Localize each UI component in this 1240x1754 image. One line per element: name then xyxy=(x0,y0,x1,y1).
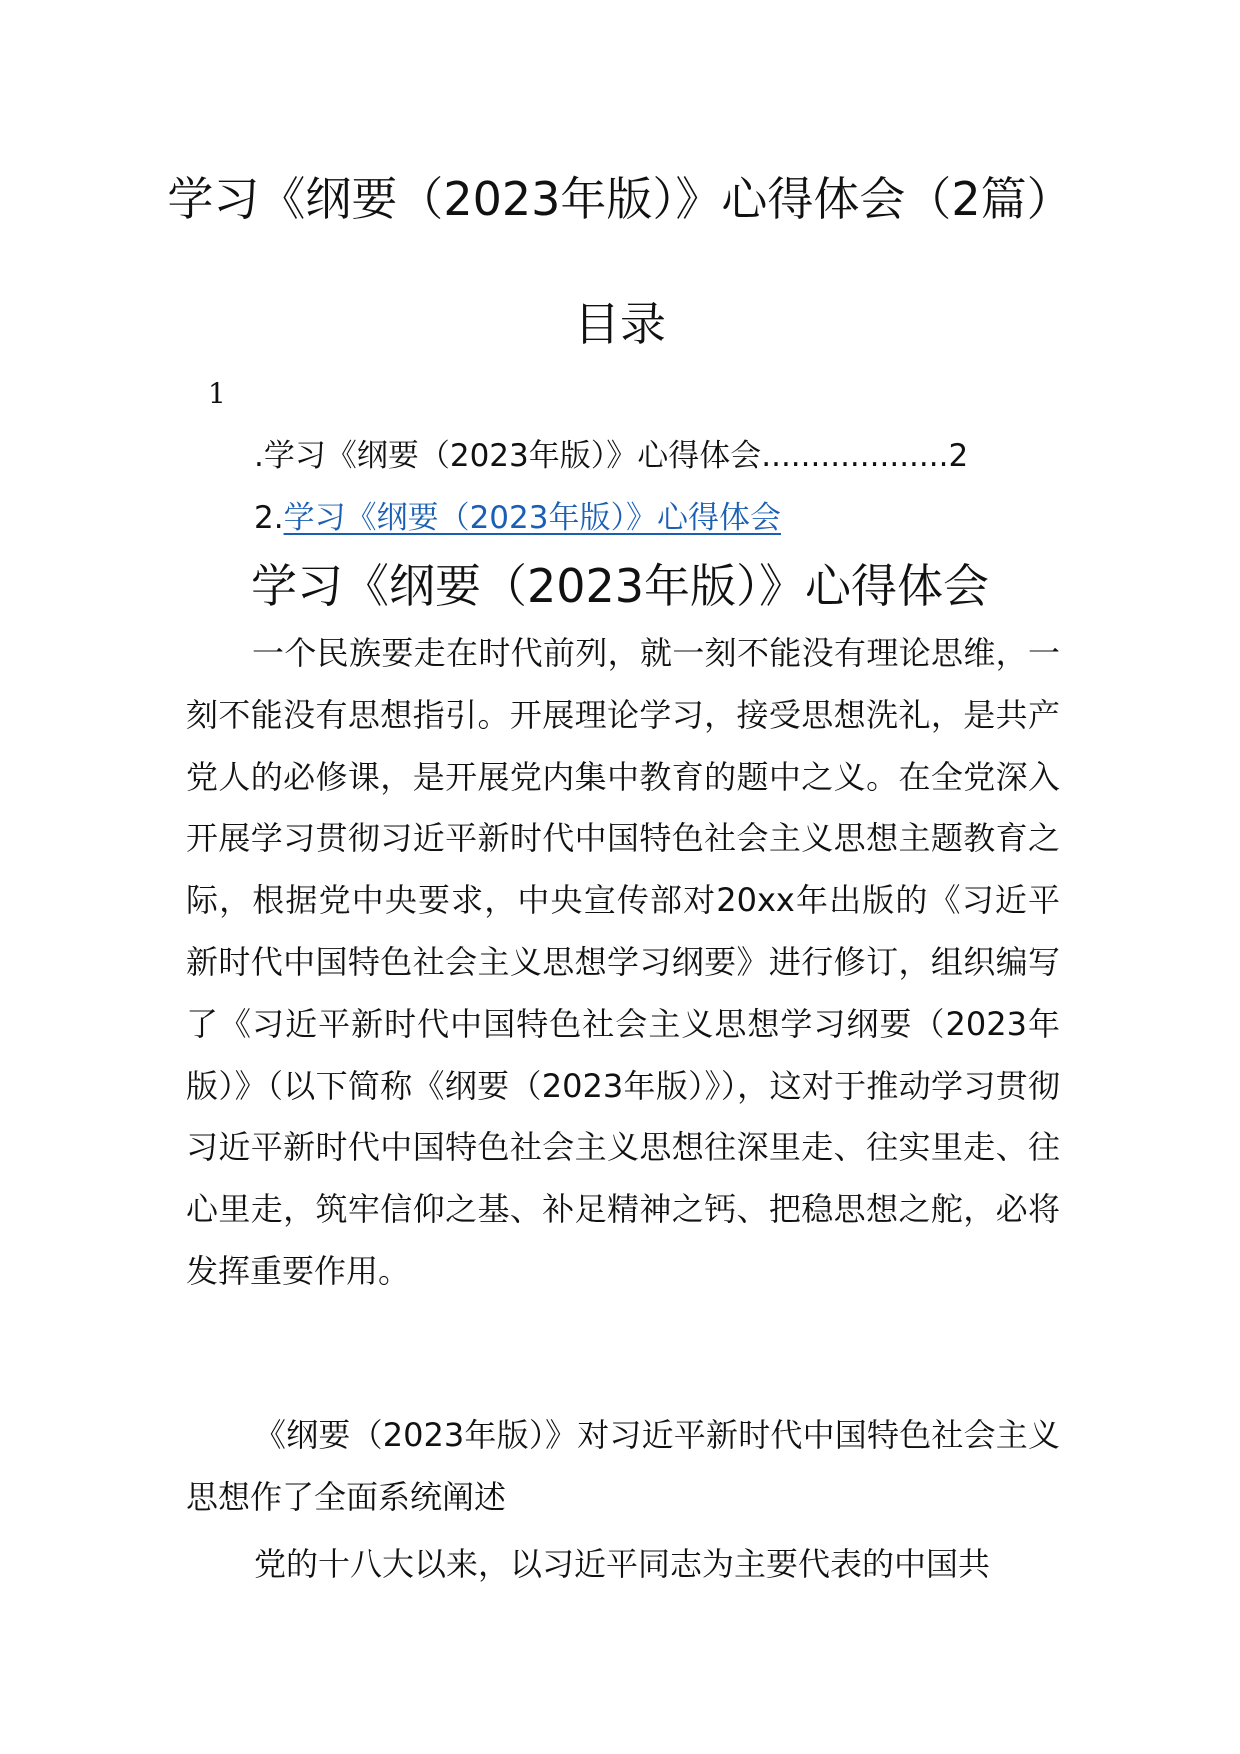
toc-link[interactable]: 学习《纲要（2023年版）》心得体会 xyxy=(283,500,781,536)
body-paragraph-2: 《纲要（2023年版）》对习近平新时代中国特色社会主义思想作了全面系统阐述 xyxy=(186,1416,1060,1516)
toc-item-label: .学习《纲要（2023年版）》心得体会 xyxy=(254,438,762,474)
section-title: 学习《纲要（2023年版）》心得体会 xyxy=(250,559,990,613)
body-paragraph-1: 一个民族要走在时代前列，就一刻不能没有理论思维，一刻不能没有思想指引。开展理论学习，接受思想洗礼，是共产党人的必修课，是开展党内集中教育的题中之义。在全党深入开展学习贯彻习近平新时代中国特色社会主义思想主题教育之际，根据党中央要求，中央宣传部对20xx年出版的《习近平新时代中国特色社会主义思想学习纲要》进行修订，组织编写了《习近平新时代中国特色社会主义思想学习纲要（2023年版）》（以下简称《纲要（2023年版）》），这对于推动学习贯彻习近平新时代中国特色社会主义思想往深里走、往实里走、往心里走，筑牢信仰之基、补足精神之钙、把稳思想之舵，必将发挥重要作用。 xyxy=(186,634,1060,1290)
toc-heading: 目录 xyxy=(574,297,666,351)
document-title: 学习《纲要（2023年版）》心得体会（2篇） xyxy=(167,172,1073,226)
toc-item-1[interactable] xyxy=(254,434,1054,478)
toc-leader: ................... xyxy=(761,438,949,474)
toc-item-2 xyxy=(254,496,781,540)
body-paragraph-3: 党的十八大以来，以习近平同志为主要代表的中国共 xyxy=(254,1545,991,1583)
toc-page-number: 2 xyxy=(948,438,969,474)
toc-item-number: 2. xyxy=(254,500,284,536)
toc-marker: 1 xyxy=(208,377,226,410)
